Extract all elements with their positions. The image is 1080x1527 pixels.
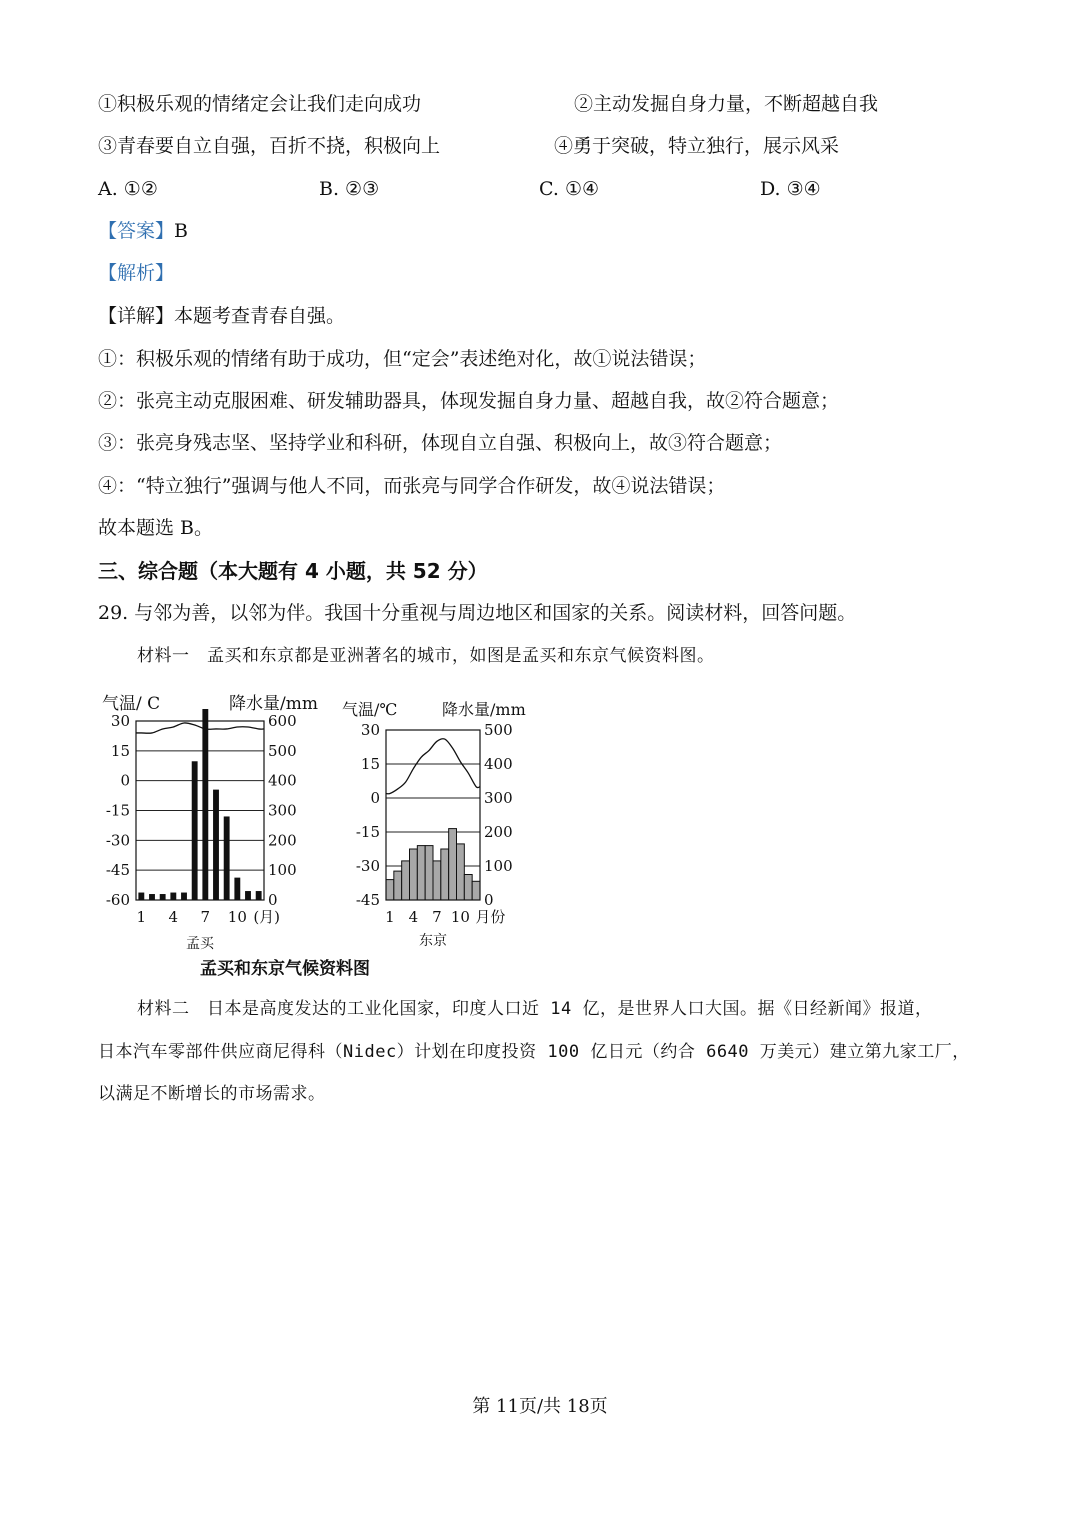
month-tick-label: 4 [168,908,179,926]
temperature-tick-label: 30 [110,712,130,730]
temperature-line [136,723,264,733]
page-footer: 第 11页/共 18页 [472,1396,608,1417]
precipitation-tick-label: 400 [268,771,297,790]
month-tick-label: 10 [450,908,470,926]
precipitation-bar [138,893,144,900]
month-tick-label: (月) [253,908,281,926]
month-tick-label: 1 [136,908,147,926]
precipitation-bar [417,846,425,900]
option-c: C. ①④ [539,178,600,200]
answer-tag: 【答案】 [98,220,175,242]
precipitation-bar [170,893,176,900]
temperature-tick-label: -60 [105,891,130,909]
month-tick-label: 月份 [475,908,506,926]
month-tick-label: 7 [432,908,442,926]
explanation-2: ②：张亮主动克服困难、研发辅助器具，体现发掘自身力量、超越自我，故②符合题意； [98,390,840,412]
month-tick-label: 10 [227,908,247,926]
precipitation-bar [441,849,449,900]
statement-3: ③青春要自立自强，百折不挠，积极向上 [98,135,441,157]
precipitation-tick-label: 300 [484,789,513,807]
precipitation-tick-label: 0 [484,891,494,909]
temperature-tick-label: 15 [360,755,380,773]
section-title: 三、综合题（本大题有 4 小题，共 52 分） [98,559,488,583]
temperature-tick-label: 30 [360,721,380,739]
explanation-3: ③：张亮身残志坚、坚持学业和科研，体现自立自强、积极向上，故③符合题意； [98,432,783,454]
precipitation-bar [472,881,480,900]
mumbai-climate-chart [96,688,336,950]
explanation-1: ①：积极乐观的情绪有助于成功，但“定会”表述绝对化，故①说法错误； [98,348,707,370]
option-d: D. ③④ [760,178,821,200]
temperature-tick-label: -45 [105,861,130,880]
precipitation-tick-label: 500 [484,721,513,739]
precipitation-bar [181,893,187,900]
precipitation-bar [245,891,251,900]
temperature-axis-title: 气温/℃ [342,700,398,719]
month-tick-label: 1 [385,908,395,926]
precipitation-tick-label: 600 [268,712,297,730]
precipitation-bar [160,894,166,900]
precipitation-tick-label: 0 [268,891,278,909]
precipitation-axis-title: 降水量/mm [442,700,526,719]
material-2-line-2: 日本汽车零部件供应商尼得科（Nidec）计划在印度投资 100 亿日元（约合 6640 万美元）建立第九家工厂， [98,1042,970,1062]
temperature-tick-label: -15 [355,823,380,841]
precipitation-bar [449,829,457,900]
city-label: 东京 [419,933,447,949]
temperature-tick-label: 0 [120,771,130,790]
precipitation-bar [386,880,394,900]
material-2-line-3: 以满足不断增长的市场需求。 [98,1084,326,1104]
precipitation-tick-label: 100 [268,861,297,880]
q29-stem: 29. 与邻为善，以邻为伴。我国十分重视与周边地区和国家的关系。阅读材料，回答问题。 [98,602,857,624]
temperature-tick-label: 0 [370,789,380,807]
precipitation-tick-label: 100 [484,857,513,875]
precipitation-bar [402,861,410,900]
temperature-tick-label: 15 [110,741,130,760]
precipitation-tick-label: 200 [484,823,513,841]
temperature-axis-title: 气温/ C [102,694,161,714]
precipitation-bar [192,761,198,900]
tokyo-climate-chart [338,694,538,950]
explanation-4: ④：“特立独行”强调与他人不同，而张亮与同学合作研发，故④说法错误； [98,475,726,497]
city-label: 孟买 [186,936,214,950]
material-2-line-1: 材料二 日本是高度发达的工业化国家，印度人口近 14 亿，是世界人口大国。据《日经新闻》报道， [137,999,933,1019]
statement-4: ④勇于突破，特立独行，展示风采 [554,135,840,157]
temperature-tick-label: -30 [105,831,130,850]
detail-line: 【详解】本题考查青春自强。 [98,305,346,327]
precipitation-axis-title: 降水量/mm [229,694,318,714]
precipitation-bar [457,844,465,900]
precipitation-bar [433,861,441,900]
precipitation-bar [256,891,262,900]
temperature-tick-label: -45 [355,891,380,909]
statement-1: ①积极乐观的情绪定会让我们走向成功 [98,93,422,115]
precipitation-bar [410,849,418,900]
material-1: 材料一 孟买和东京都是亚洲著名的城市，如图是孟买和东京气候资料图。 [137,646,715,666]
temperature-tick-label: -30 [355,857,380,875]
figure-caption: 孟买和东京气候资料图 [200,959,370,979]
precipitation-tick-label: 300 [268,801,297,820]
precipitation-tick-label: 400 [484,755,513,773]
precipitation-tick-label: 200 [268,831,297,850]
precipitation-bar [224,816,230,900]
precipitation-bar [425,846,433,900]
conclusion: 故本题选 B。 [98,517,214,539]
statement-2: ②主动发掘自身力量，不断超越自我 [574,93,879,115]
temperature-line [386,739,480,794]
answer-line [98,219,188,243]
option-b: B. ②③ [319,178,380,200]
precipitation-bar [202,709,208,900]
option-a: A. ①② [98,178,158,200]
precipitation-bar [149,894,155,900]
month-tick-label: 7 [200,908,211,926]
precipitation-bar [234,878,240,900]
precipitation-bar [213,790,219,900]
answer-value: B [174,220,188,242]
analysis-tag: 【解析】 [98,262,175,284]
precipitation-bar [464,875,472,901]
precipitation-bar [394,871,402,900]
month-tick-label: 4 [408,908,419,926]
precipitation-tick-label: 500 [268,741,297,760]
temperature-tick-label: -15 [105,801,130,820]
